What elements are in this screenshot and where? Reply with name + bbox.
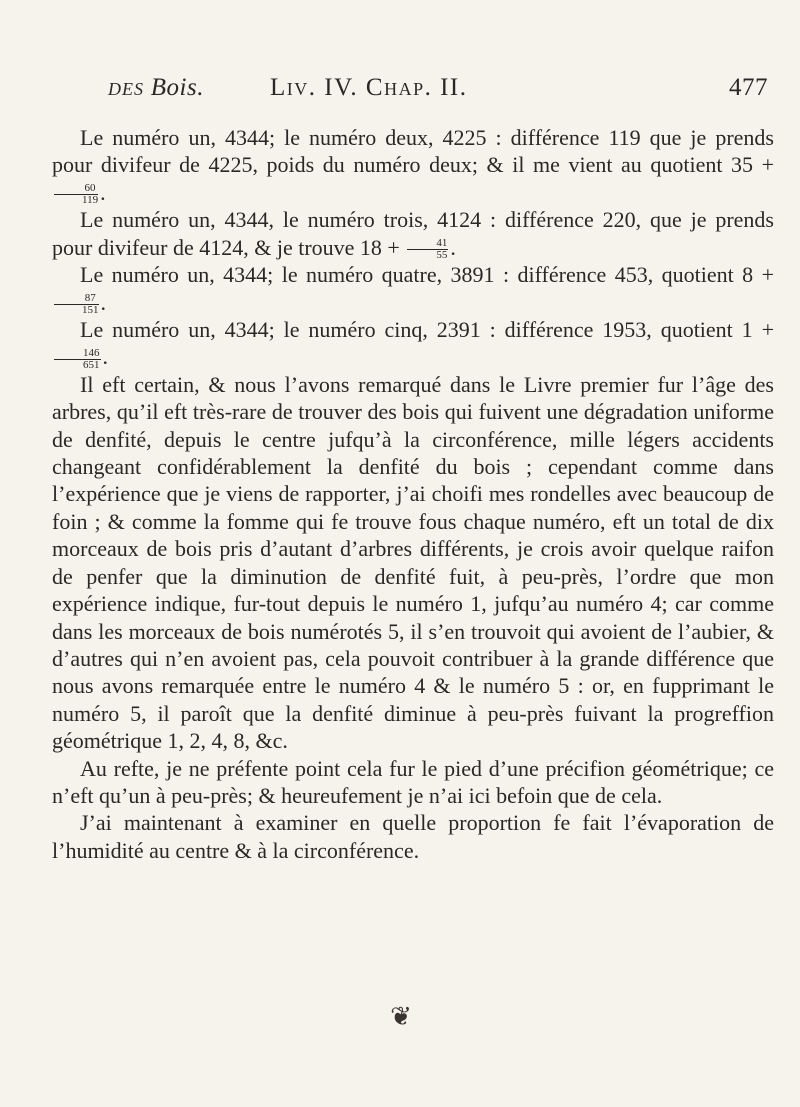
paragraph-quotient-4 <box>52 316 774 371</box>
paragraph-quotient-3 <box>52 261 774 316</box>
fleuron-ornament-icon: ❦ <box>390 1002 412 1031</box>
fraction-numerator: 87 <box>54 293 99 305</box>
fraction-denominator: 119 <box>82 194 99 207</box>
fraction <box>407 238 448 261</box>
page-number: 477 <box>729 74 768 101</box>
paragraph-text: Le numéro un, 4344; le numéro deux, 4225 : différence 119 que je prends pour divifeur de 4225, poids du numéro deux; & il me vient au quotient 35 + <box>52 125 774 178</box>
paragraph-text-end: . <box>100 179 106 205</box>
paragraph-text: Le numéro un, 4344, le numéro trois, 4124 : différence 220, que je prends pour divifeur de 4124, & je trouve 18 + <box>52 207 774 260</box>
paragraph-text: Le numéro un, 4344; le numéro cinq, 2391 : différence 1953, quotient 1 + <box>80 316 774 342</box>
fraction-denominator: 151 <box>82 303 99 316</box>
fraction-denominator: 651 <box>83 358 100 371</box>
fraction <box>54 293 99 316</box>
running-head-word: Bois. <box>150 74 204 101</box>
fraction <box>54 348 101 371</box>
fraction-denominator: 55 <box>436 249 448 262</box>
paragraph-density-discussion: Il eft certain, & nous l’avons remarqué dans le Livre premier fur l’âge des arbres, qu’il eft très-rare de trouver des bois qui fuivent une dégradation uniforme de denfité, depuis le centre jufqu’à la circonférence, mille légers accidents changeant confidérablement la denfité du bois ; cependant comme dans l’expérience que je viens de rapporter, j’ai choifi mes rondelles avec beaucoup de foin ; & comme la fomme qui fe trouve fous chaque numéro, eft un total de dix morceaux de bois pris d’autant d’arbres différents, je crois avoir quelque raifon de penfer que la diminution de denfité fuit, à peu-près, l’ordre que mon expérience indique, fur-tout depuis le numéro 1, jufqu’au numéro 4; car comme dans les morceaux de bois numérotés 5, il s’en trouvoit qui avoient de l’aubier, & d’autres qui n’en avoient pas, cela pouvoit contribuer à la grande différence que nous avons remarquée entre le numéro 4 & le numéro 5 : or, en fupprimant le numéro 5, il paroît que la denfité diminue à peu-près fuivant la progreffion géométrique 1, 2, 4, 8, &c. <box>52 371 774 754</box>
paragraph-text-end: . <box>100 289 106 315</box>
paragraph-precision-remark: Au refte, je ne préfente point cela fur le pied d’une précifion géométrique; ce n’eft qu’un à peu-près; & heureufement je n’ai ici befoin que de cela. <box>52 755 774 808</box>
paragraph-quotient-2 <box>52 206 774 261</box>
body-text <box>52 124 774 864</box>
paragraph-text-end: . <box>102 344 108 370</box>
fraction-numerator: 60 <box>54 183 98 195</box>
paragraph-text: Le numéro un, 4344; le numéro quatre, 3891 : différence 453, quotient 8 + <box>80 262 774 288</box>
chapter-heading: Liv. IV. Chap. II. <box>270 74 468 101</box>
paragraph-text-end: . <box>450 234 456 260</box>
running-head-prefix: DES <box>108 79 144 99</box>
paragraph-quotient-1 <box>52 124 774 206</box>
fraction-numerator: 41 <box>407 238 448 250</box>
fraction <box>54 183 98 206</box>
running-head <box>108 74 204 102</box>
running-header <box>108 74 768 114</box>
fraction-numerator: 146 <box>54 348 101 360</box>
paragraph-evaporation: J’ai maintenant à examiner en quelle proportion fe fait l’évaporation de l’humidité au centre & à la circonférence. <box>52 810 774 863</box>
